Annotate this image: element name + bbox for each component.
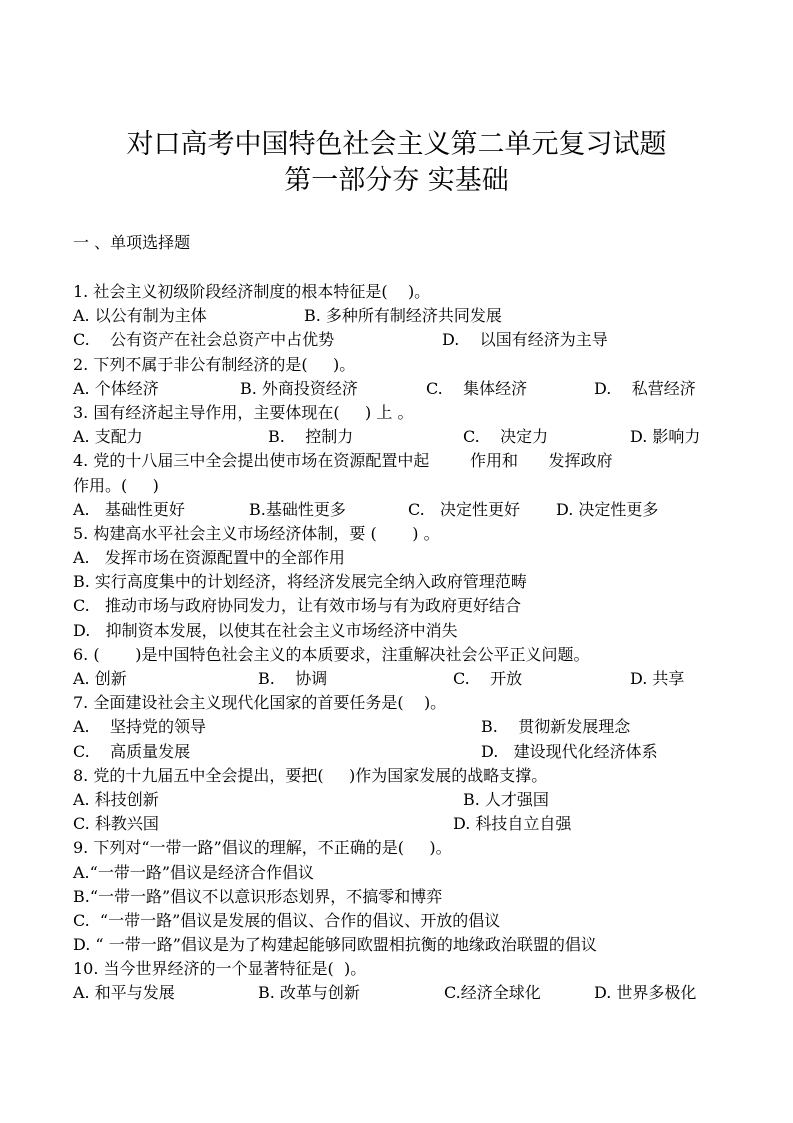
question-9-option-a: A.“一带一路”倡议是经济合作倡议	[73, 862, 315, 882]
question-3-option-b: B. 控制力	[268, 427, 354, 447]
question-8-options-row2	[73, 812, 723, 836]
question-10-stem: 10. 当今世界经济的一个显著特征是( )。	[73, 959, 367, 979]
question-4-option-a: A. 基础性更好	[73, 499, 185, 519]
question-1-options-row1	[73, 304, 723, 328]
question-9-stem: 9. 下列对“一带一路”倡议的理解，不正确的是( )。	[73, 838, 452, 858]
question-list	[73, 280, 723, 1006]
question-7-stem: 7. 全面建设社会主义现代化国家的首要任务是( )。	[73, 693, 447, 713]
question-8-stem: 8. 党的十九届五中全会提出，要把( )作为国家发展的战略支撑。	[73, 765, 548, 785]
question-1-stem: 1. 社会主义初级阶段经济制度的根本特征是( )。	[73, 282, 431, 301]
question-10-options	[73, 981, 723, 1005]
question-6-options	[73, 667, 723, 691]
question-1-option-d: D. 以国有经济为主导	[442, 330, 608, 350]
question-6-option-a: A. 创新	[73, 669, 127, 688]
question-2-option-c: C. 集体经济	[426, 378, 528, 398]
question-6-option-b: B. 协调	[258, 669, 328, 688]
question-10-option-d: D. 世界多极化	[594, 983, 697, 1003]
question-7-option-c: C. 高质量发展	[73, 741, 191, 761]
question-3-option-a: A. 支配力	[73, 427, 143, 447]
question-2-option-d: D. 私营经济	[594, 378, 696, 398]
question-6-option-d: D. 共享	[630, 669, 685, 688]
question-7-options-row2	[73, 740, 723, 764]
question-8-option-c: C. 科教兴国	[73, 814, 159, 834]
question-10-option-a: A. 和平与发展	[73, 983, 175, 1003]
question-1-option-b: B. 多种所有制经济共同发展	[304, 306, 502, 326]
question-4-stem-continued: 作用。( )	[73, 475, 159, 495]
question-4-option-b: B.基础性更多	[249, 499, 346, 519]
question-1-option-c: C. 公有资产在社会总资产中占优势	[73, 330, 335, 350]
question-4-option-c: C. 决定性更好	[408, 499, 521, 519]
question-6-option-c: C. 开放	[453, 669, 523, 688]
question-7-option-b: B. 贯彻新发展理念	[481, 717, 631, 737]
question-4-option-d: D. 决定性更多	[556, 499, 659, 519]
question-7-option-a: A. 坚持党的领导	[73, 717, 206, 737]
question-2-stem: 2. 下列不属于非公有制经济的是( )。	[73, 354, 356, 374]
question-1-options-row2	[73, 328, 723, 352]
question-5-option-a: A. 发挥市场在资源配置中的全部作用	[73, 548, 345, 568]
question-1-option-a: A. 以公有制为主体	[73, 306, 207, 326]
question-10-option-b: B. 改革与创新	[258, 983, 360, 1003]
question-4-options	[73, 498, 723, 522]
question-3-options	[73, 425, 723, 449]
question-6-stem: 6. ( )是中国特色社会主义的本质要求，注重解决社会公平正义问题。	[73, 644, 590, 664]
question-5-option-d: D. 抑制资本发展，以使其在社会主义市场经济中消失	[73, 620, 458, 640]
question-8-option-a: A. 科技创新	[73, 789, 159, 809]
question-10-option-c: C.经济全球化	[444, 983, 541, 1003]
question-9-option-c: C. “一带一路”倡议是发展的倡议、合作的倡议、开放的倡议	[73, 910, 501, 930]
question-3-option-c: C. 决定力	[463, 427, 549, 447]
question-5-stem: 5. 构建高水平社会主义市场经济体制，要 ( ) 。	[73, 523, 440, 543]
question-4-stem: 4. 党的十八届三中全会提出使市场在资源配置中起 作用和 发挥政府	[73, 451, 613, 471]
document-title: 对口高考中国特色社会主义第二单元复习试题	[126, 129, 667, 160]
question-7-option-d: D. 建设现代化经济体系	[481, 741, 658, 761]
question-2-option-a: A. 个体经济	[73, 378, 159, 398]
question-9-option-d: D. “ 一带一路”倡议是为了构建起能够同欧盟相抗衡的地缘政治联盟的倡议	[73, 935, 597, 955]
section-heading: 一 、单项选择题	[73, 233, 191, 252]
question-2-options	[73, 377, 723, 401]
question-5-option-b: B. 实行高度集中的计划经济，将经济发展完全纳入政府管理范畴	[73, 572, 527, 592]
question-2-option-b: B. 外商投资经济	[240, 378, 358, 398]
document-subtitle: 第一部分夯 实基础	[284, 165, 509, 196]
question-3-stem: 3. 国有经济起主导作用，主要体现在( ) 上 。	[73, 402, 414, 422]
question-8-option-b: B. 人才强国	[463, 789, 549, 809]
question-5-option-c: C. 推动市场与政府协同发力，让有效市场与有为政府更好结合	[73, 596, 522, 616]
question-9-option-b: B.“一带一路”倡议不以意识形态划界，不搞零和博弈	[73, 886, 443, 906]
question-7-options-row1	[73, 715, 723, 739]
question-8-option-d: D. 科技自立自强	[453, 814, 572, 834]
question-8-options-row1	[73, 788, 723, 812]
question-3-option-d: D. 影响力	[630, 427, 701, 447]
